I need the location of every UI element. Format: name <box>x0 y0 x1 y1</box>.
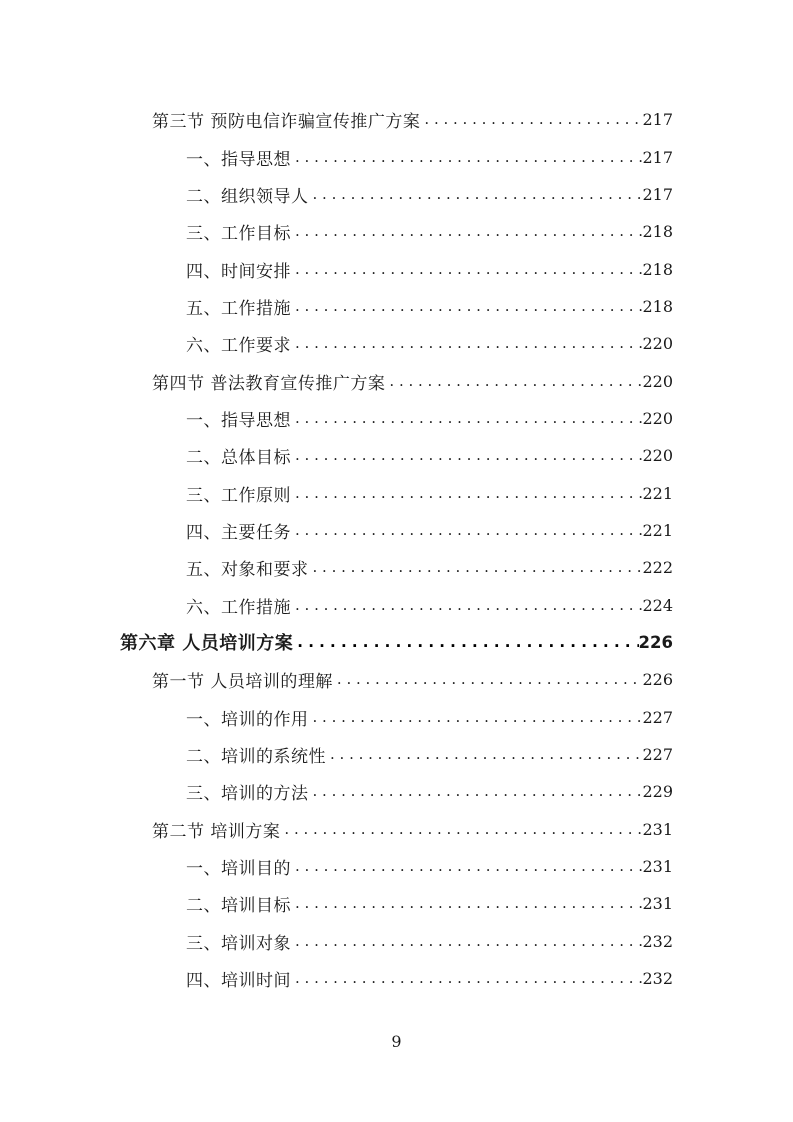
toc-page-number: 227 <box>642 707 673 727</box>
toc-page-number: 217 <box>642 110 673 130</box>
toc-entry-subsection[interactable] <box>186 512 673 549</box>
toc-entry-section[interactable] <box>152 811 673 848</box>
toc-entry-subsection[interactable] <box>186 250 673 287</box>
toc-entry-title: 第二节 培训方案 <box>152 821 281 842</box>
toc-entry-subsection[interactable] <box>186 474 673 511</box>
toc-entry-title: 一、指导思想 <box>186 410 291 431</box>
toc-page-number: 218 <box>642 296 673 316</box>
toc-entry-title: 四、时间安排 <box>186 261 291 282</box>
toc-dot-leader <box>389 374 642 389</box>
toc-dot-leader <box>295 411 642 426</box>
toc-dot-leader <box>330 747 642 762</box>
toc-dot-leader <box>295 896 642 911</box>
toc-dot-leader <box>424 112 642 127</box>
toc-dot-leader <box>295 336 642 351</box>
toc-dot-leader <box>284 822 642 837</box>
toc-page-number: 226 <box>638 632 673 652</box>
toc-page-number: 217 <box>642 147 673 167</box>
toc-entry-subsection[interactable] <box>186 699 673 736</box>
toc-entry-title: 五、对象和要求 <box>186 560 309 581</box>
toc-page-number: 227 <box>642 745 673 765</box>
toc-dot-leader <box>295 448 642 463</box>
toc-page-number: 229 <box>642 782 673 802</box>
toc-page-number: 217 <box>642 184 673 204</box>
toc-page-number: 231 <box>642 819 673 839</box>
toc-dot-leader <box>297 635 638 650</box>
toc-page-number: 226 <box>642 670 673 690</box>
toc-entry-subsection[interactable] <box>186 773 673 810</box>
toc-entry-title: 三、培训对象 <box>186 933 291 954</box>
toc-page-number: 224 <box>642 595 673 615</box>
toc-entry-subsection[interactable] <box>186 736 673 773</box>
toc-entry-subsection[interactable] <box>186 586 673 623</box>
toc-page-number: 220 <box>642 408 673 428</box>
toc-dot-leader <box>313 710 643 725</box>
toc-entry-subsection[interactable] <box>186 960 673 997</box>
toc-dot-leader <box>295 859 642 874</box>
toc-page-number: 232 <box>642 931 673 951</box>
toc-page-number: 220 <box>642 446 673 466</box>
toc-dot-leader <box>295 299 642 314</box>
toc-entry-section[interactable] <box>152 661 673 698</box>
toc-entry-title: 六、工作措施 <box>186 597 291 618</box>
toc-entry-subsection[interactable] <box>186 885 673 922</box>
toc-dot-leader <box>313 784 643 799</box>
toc-entry-title: 四、培训时间 <box>186 971 291 992</box>
toc-dot-leader <box>295 934 642 949</box>
toc-dot-leader <box>295 224 642 239</box>
toc-entry-subsection[interactable] <box>186 213 673 250</box>
toc-entry-chapter[interactable] <box>120 624 673 661</box>
toc-page-number: 221 <box>642 520 673 540</box>
toc-entry-title: 三、工作目标 <box>186 224 291 245</box>
toc-entry-subsection[interactable] <box>186 437 673 474</box>
toc-dot-leader <box>295 523 642 538</box>
toc-entry-subsection[interactable] <box>186 325 673 362</box>
toc-entry-title: 二、培训目标 <box>186 896 291 917</box>
toc-dot-leader <box>313 560 643 575</box>
toc-entry-title: 三、培训的方法 <box>186 784 309 805</box>
toc-page-number: 231 <box>642 894 673 914</box>
toc-dot-leader <box>337 672 643 687</box>
toc-entry-title: 一、培训目的 <box>186 859 291 880</box>
toc-entry-title: 五、工作措施 <box>186 298 291 319</box>
toc-dot-leader <box>295 598 642 613</box>
toc-entry-subsection[interactable] <box>186 848 673 885</box>
table-of-contents <box>0 101 793 997</box>
toc-dot-leader <box>313 187 643 202</box>
toc-page-number: 220 <box>642 334 673 354</box>
toc-entry-title: 二、组织领导人 <box>186 186 309 207</box>
toc-entry-title: 三、工作原则 <box>186 485 291 506</box>
toc-page-number: 221 <box>642 483 673 503</box>
page-number-footer: 9 <box>391 1032 402 1051</box>
toc-entry-title: 四、主要任务 <box>186 522 291 543</box>
toc-page-number: 218 <box>642 222 673 242</box>
toc-dot-leader <box>295 262 642 277</box>
toc-page-number: 220 <box>642 371 673 391</box>
toc-dot-leader <box>295 150 642 165</box>
toc-entry-title: 一、培训的作用 <box>186 709 309 730</box>
toc-entry-title: 第六章 人员培训方案 <box>120 633 294 655</box>
toc-entry-title: 六、工作要求 <box>186 336 291 357</box>
toc-page-number: 232 <box>642 969 673 989</box>
toc-entry-title: 第三节 预防电信诈骗宣传推广方案 <box>152 112 421 133</box>
toc-entry-title: 一、指导思想 <box>186 149 291 170</box>
toc-entry-title: 第一节 人员培训的理解 <box>152 672 333 693</box>
toc-entry-subsection[interactable] <box>186 923 673 960</box>
toc-entry-title: 二、总体目标 <box>186 448 291 469</box>
toc-entry-subsection[interactable] <box>186 400 673 437</box>
toc-page-number: 222 <box>642 558 673 578</box>
toc-page-number: 231 <box>642 857 673 877</box>
toc-entry-subsection[interactable] <box>186 288 673 325</box>
toc-entry-title: 第四节 普法教育宣传推广方案 <box>152 373 386 394</box>
toc-entry-section[interactable] <box>152 362 673 399</box>
toc-entry-subsection[interactable] <box>186 549 673 586</box>
toc-entry-subsection[interactable] <box>186 138 673 175</box>
toc-dot-leader <box>295 486 642 501</box>
toc-dot-leader <box>295 971 642 986</box>
toc-page-number: 218 <box>642 259 673 279</box>
toc-entry-subsection[interactable] <box>186 176 673 213</box>
toc-entry-title: 二、培训的系统性 <box>186 747 326 768</box>
toc-entry-section[interactable] <box>152 101 673 138</box>
